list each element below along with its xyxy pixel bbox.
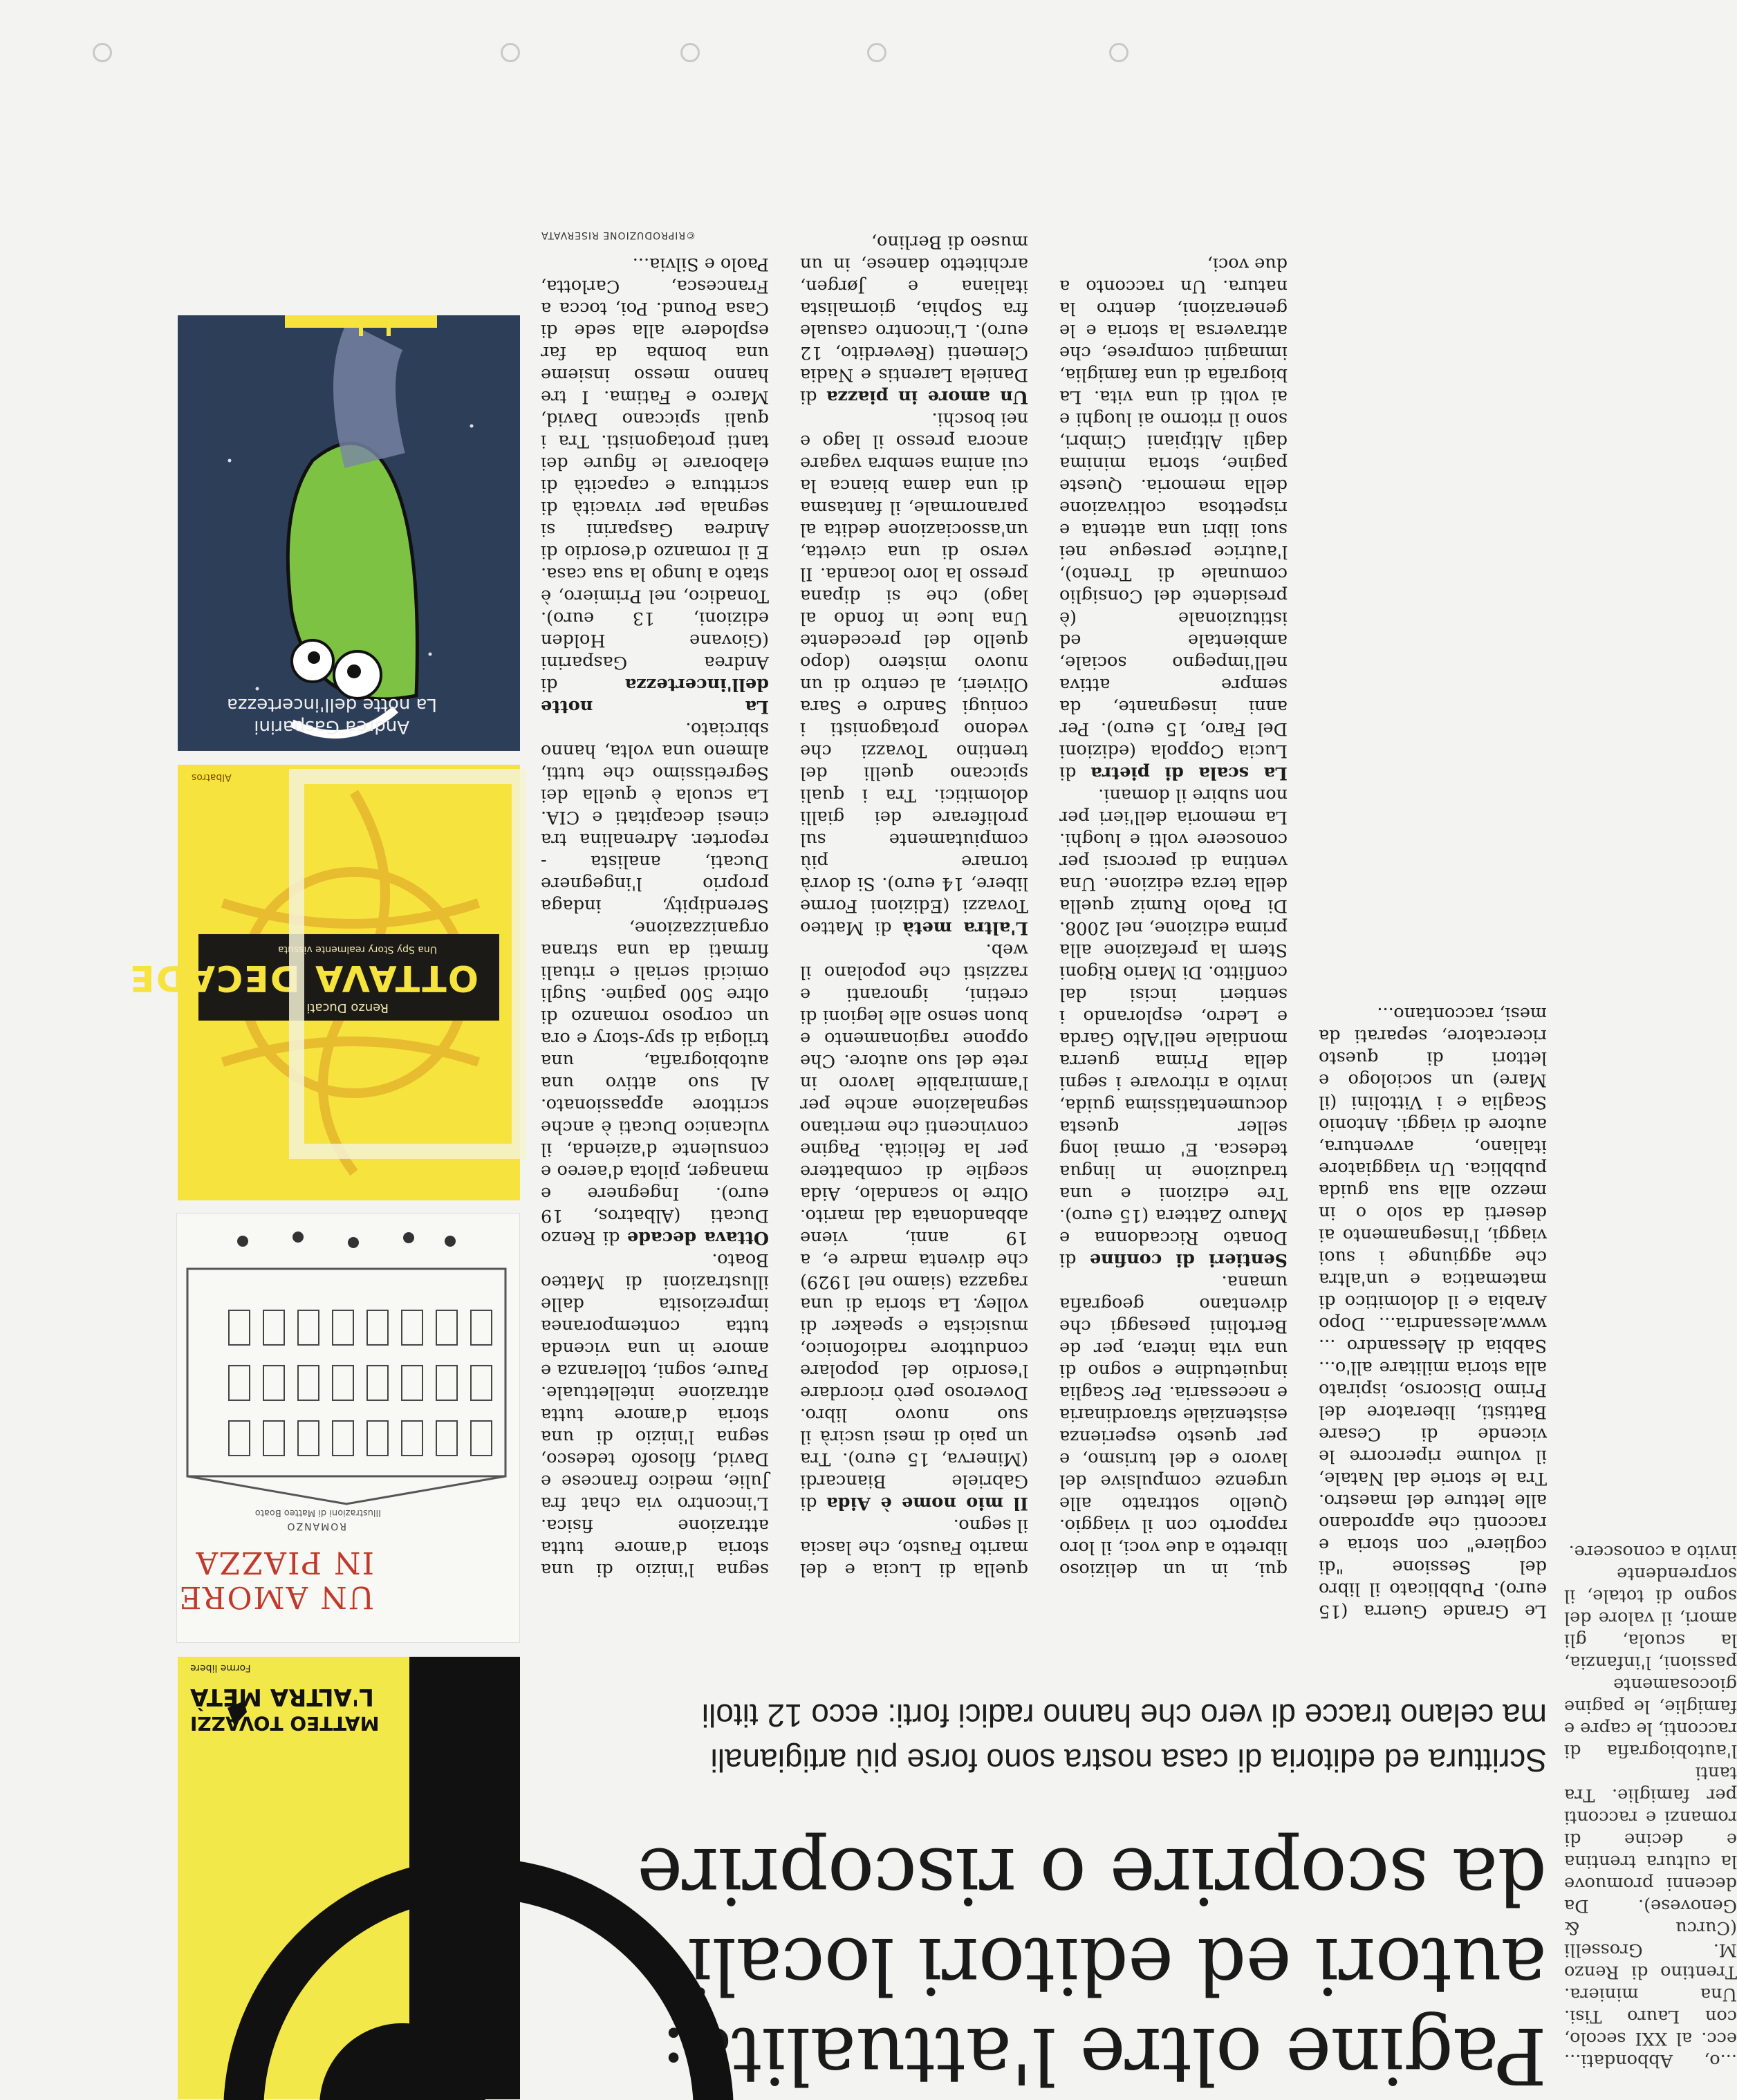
book-cover-la-notte-dellincertezza — [178, 315, 520, 751]
book-publisher: Albatros — [192, 772, 232, 783]
review-title: Un amore in piazza — [826, 387, 1028, 407]
text-column-1: Le Grande Guerra (15 euro). Pubblicato il libro del Sessione "di cogliere" con storia e racconti che approdano alle letture del maestro. Tra le storie dal Natale, il volume ripercorre le vicende di Cesare Battisti, liberatore del Primo Discorso, ispirato alla storia militare all'o... Sabbia di Alessandro ... www.alessandria... Dopo Arabia e il dolomitico di matematica e un'altra che aggiunge i suoi viaggi, l'insegnamento ai deserti da solo o in mezzo alla sua guida pubblica. Un viaggiatore italiano, avventura, autore di viaggi. Antonio Scaglia e i Vittolini (il Mare) un sociologo e lettori di questo ricercatore, separati da mesi, raccontano... — [1319, 1003, 1547, 1622]
text-column-partial: ...o, Abbondati... ecc. al XXI secolo, con Lauro Tisi. Una miniera. Trentino di Renzo M. Grosselli (Curcu & Genovese). Da decenni promuove la cultura trentina e decine di romanzi e racconti per famiglie. Tra tanti l'autobiografia di racconti, le capre e famiglie, le pagine giocosamente passioni, l'infanzia, la scuola, gli amori, il valore del sogno di totale, il sorprendente invito a conoscere. — [1564, 1541, 1737, 2071]
punch-hole — [501, 43, 520, 62]
book-publisher: Forme libere — [190, 1662, 251, 1673]
review-title: Il mio nome è Aida — [826, 1493, 1028, 1514]
punch-hole — [1109, 43, 1128, 62]
book-title: OTTAVA DECADE — [129, 957, 479, 998]
city-sketch-illustration — [177, 1214, 519, 1504]
review-title: Ottava decade — [626, 1227, 769, 1248]
book-author: Renzo Ducati — [306, 1001, 389, 1015]
headline-line-2: autori ed editori locali — [688, 1920, 1547, 2010]
text-column-3: quella di Lucia e del marito Fausto, che lascia il segno. Il mio nome è Aida di Gabriele Biancardi (Minerva, 15 euro). Tra un paio di mesi uscirà il suo nuovo libro. Doveroso però ricordare l'esordio del popolare conduttore radiofonico, musicista e speaker di volley. La storia di una ragazza (siamo nel 1929) che diventa madre e, a 19 anni, viene abbandonata dal marito. Oltre lo scandalo, Aida sceglie di combattere per la felicità. Pagine convincenti che meritano segnalazione anche per l'ammirabile lavoro in rete del suo autore. Che oppone ragionamento e buon senso alle legioni di cretini, ignoranti e razzisti che popolano il web. L'altra metà di Matteo Tovazzi (Edizioni Forme libere, 14 euro). Si dovrà tornare più compiutamente sul proliferare dei gialli dolomitici. Tra i quali spiccano quelli del trentino Tovazzi che vedono protagonisti i coniugi Sandro e Sara Olivieri, al centro di un nuovo mistero (dopo quello del precedente Una luce in fondo al lago) che si dipana presso la loro locanda. Il verso di una civetta, un'associazione dedita al paranormale, il fantasma di una dama bianca la cui anima sembra vagare ancora presso il lago e nei boschi. Un amore in piazza di Daniela Larentis e Nadia Clementi (Reverdito, 12 euro). L'incontro casuale fra Sophia, giornalista italiana e Jørgen, architetto danese, in un museo di Berlino, — [800, 232, 1028, 1580]
headline-line-1: Pagine oltre l'attualità: — [661, 2010, 1547, 2100]
punch-hole — [867, 43, 886, 62]
book-title-line-2: IN PIAZZA — [194, 1545, 374, 1580]
book-author: Andrea Gasparini — [254, 716, 409, 737]
book-title: La notte dell'incertezza — [227, 694, 437, 715]
book-author: MATTEO TOVAZZI — [190, 1712, 380, 1735]
copyright-notice: ©RIPRODUZIONE RISERVATA — [541, 230, 696, 241]
text-column-4: segna l'inizio di una storia d'amore tutta attrazione fisica. L'incontro via chat fra Julie, medico francese e David, filosofo tedesco, segna l'inizio di una storia d'amore tutta attrazione intellettuale. Paure, sogni, tolleranza e amore in una vicenda tutta contemporanea impreziosita dalle illustrazioni di Matteo Boato. Ottava decade di Renzo Ducati (Albatros, 19 euro). Ingegnere e manager, pilota d'aereo e consulente d'azienda, il vulcanico Ducati è anche scrittore appassionato. Al suo attivo una autobiografia, una trilogia di spy-story e ora un corposo romanzo di oltre 500 pagine. Sugli omicidi seriali e rituali firmati da una strana organizzazione, Serendipity, indaga proprio l'ingegnere Ducati, analista - reporter. Adrenalina tra cinesi decapitati e CIA. La scuola è quella dei Segretissimo che tutti, almeno una volta, hanno sbirciato. La notte dell'incertezza di Andrea Gasparini (Giovane Holden edizioni, 13 euro). Tonadico, nel Primiero, è stato a lungo la sua casa. E il romanzo d'esordio di Andrea Gasparini si segnala per vivacità di scrittura e capacità di elaborare le figure dei tanti protagonisti. Tra i quali spiccano David, Marco e Fatima. I tre hanno messo insieme una bomba da far esplodere alla sede di Casa Pound. Poi, tocca a Francesca, Carlotta, Paolo e Silvia... ©RIPRODUZIONE RISERVATA — [541, 163, 769, 1581]
book-title: L'ALTRA METÀ — [190, 1683, 374, 1711]
punch-hole — [680, 43, 700, 62]
book-tagline: Una Spy Story realmente vissuta — [277, 944, 437, 955]
book-cover-ottava-decade — [129, 765, 520, 1200]
subhead-line-1: Scrittura ed editoria di casa nostra sono forse più artigianali — [710, 1743, 1547, 1778]
text-column-2: qui, in un delizioso libretto a due voci, il loro rapporto con il viaggio. Quello sottratto alle urgenze compulsive del lavoro e del turismo, e per questo esperienza esistenziale straordinaria e necessaria. Per Scaglia inquietudine e sogno di una vita intera, per de Bertolini paesaggi che diventano geografia umana. Sentieri di confine di Donato Riccadonna e Mauro Zattera (15 euro). Tre edizioni e una traduzione in lingua tedesca. E' ormai long seller questa documentatissima guida, invito a ritrovare i segni della Prima guerra mondiale nell'Alto Garda e Ledro, esplorando i sentieri incisi dal conflitto. Di Mario Rigoni Stern la prefazione alla prima edizione, nel 2008. Di Paolo Rumiz quella della terza edizione. Una ventina di percorsi per conoscere volti e luoghi. La memoria dell'ieri per non subire il domani. La scala di pietra di Lucia Coppola (edizioni Del Faro, 15 euro). Per anni insegnante, da sempre attiva nell'impegno sociale, ambientale ed istituzionale (è presidente del Consiglio comunale di Trento), l'autrice persegue nei suoi libri una attenta e rispettosa coltivazione della memoria. Queste pagine, storia minima dagli Altipiani Cimbri, sono il ritorno ai luoghi e ai volti di una vita. La biografia di una famiglia, immagini comprese, che attraversa la storia e le generazioni, dentro la natura. Un racconto a due voci, — [1059, 254, 1288, 1580]
book-cover-un-amore-in-piazza — [176, 1213, 520, 1643]
headline-block — [378, 1601, 1547, 2099]
book-illustrator: Illustrazioni di Matteo Boato — [254, 1507, 381, 1518]
review-title: Sentieri di confine — [1089, 1249, 1288, 1270]
subhead-line-2: ma celano tracce di vero che hanno radici forti: ecco 12 titoli — [701, 1698, 1547, 1734]
frog-illustration — [178, 315, 520, 751]
review-title: L'altra metà — [902, 918, 1028, 938]
book-title-line-1: UN AMORE — [178, 1579, 374, 1615]
book-covers-strip — [0, 163, 520, 2099]
review-title: La scala di pietra — [1090, 763, 1288, 783]
headline-line-3: da scoprire o riscoprire — [637, 1830, 1547, 1920]
review-title: La notte dell'incertezza — [541, 674, 769, 717]
book-genre: ROMANZO — [286, 1521, 346, 1532]
punch-hole — [93, 43, 112, 62]
highlight-frame — [289, 769, 527, 1159]
book-cover-laltra-meta — [178, 1657, 520, 2099]
